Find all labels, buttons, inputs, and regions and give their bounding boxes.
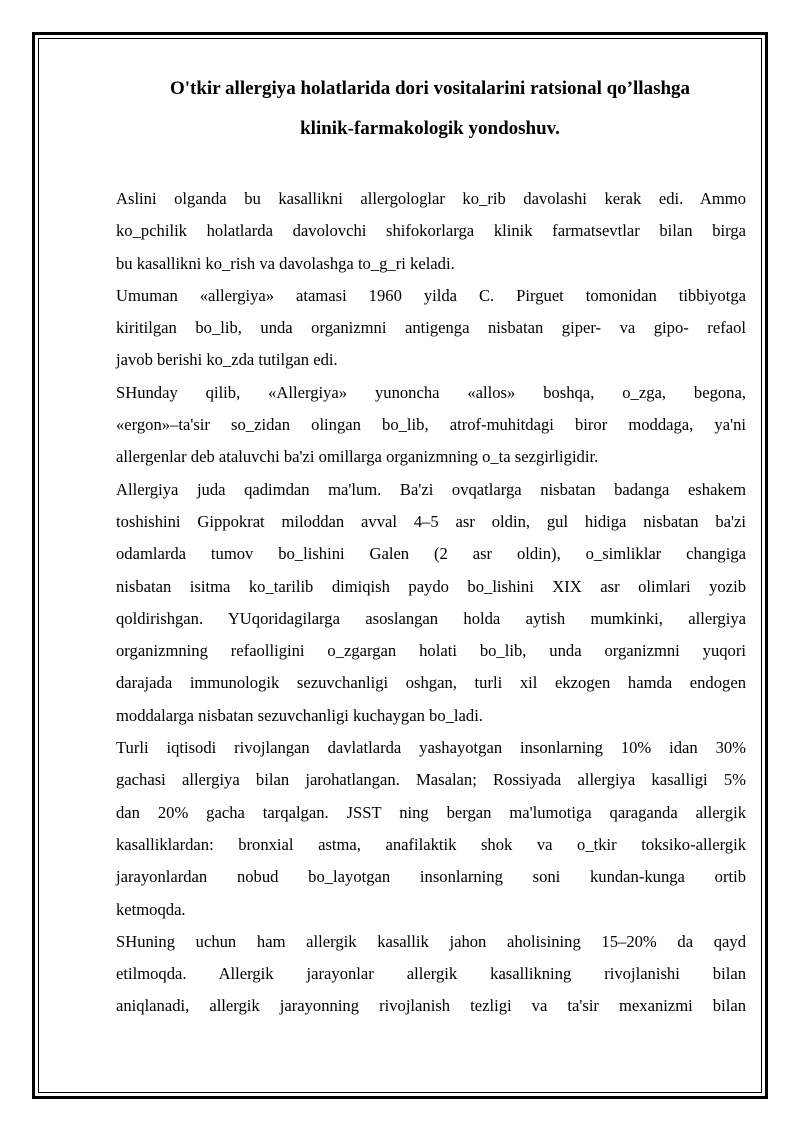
text-line: «ergon»–ta'sir so_zidan olingan bo_lib, atrof-muhitdagi biror moddaga, ya'ni bbox=[116, 415, 746, 435]
text-line: darajada immunologik sezuvchanligi oshgan, turli xil ekzogen hamda endogen bbox=[116, 673, 746, 693]
document-title-line-1: O'tkir allergiya holatlarida dori vositalarini ratsional qo’llashga bbox=[169, 78, 691, 99]
text-line: aniqlanadi, allergik jarayonning rivojlanish tezligi va ta'sir mexanizmi bilan bbox=[116, 996, 746, 1016]
text-line: kasalliklardan: bronxial astma, anafilaktik shok va o_tkir toksiko-allergik bbox=[116, 834, 746, 854]
text-line: dan 20% gacha tarqalgan. JSST ning bergan ma'lumotiga qaraganda allergik bbox=[116, 802, 746, 822]
text-line: toshishini Gippokrat miloddan avval 4–5 asr oldin, gul hidiga nisbatan ba'zi bbox=[116, 511, 746, 531]
text-line: qoldirishgan. YUqoridagilarga asoslangan holda aytish mumkinki, allergiya bbox=[116, 608, 746, 628]
text-line: organizmning refaolligini o_zgargan holati bo_lib, unda organizmni yuqori bbox=[116, 641, 746, 661]
text-line: moddalarga nisbatan sezuvchanligi kuchaygan bo_ladi. bbox=[116, 705, 483, 725]
text-line: jarayonlardan nobud bo_layotgan insonlarning soni kundan-kunga ortib bbox=[116, 867, 746, 887]
text-line: bu kasallikni ko_rish va davolashga to_g_ri keladi. bbox=[116, 253, 455, 273]
text-line: ko_pchilik holatlarda davolovchi shifokorlarga klinik farmatsevtlar bilan birga bbox=[116, 221, 746, 241]
document-title-line-2: klinik-farmakologik yondoshuv. bbox=[300, 118, 560, 139]
text-line: Allergiya juda qadimdan ma'lum. Ba'zi ovqatlarga nisbatan badanga eshakem bbox=[116, 479, 746, 499]
document-body bbox=[116, 186, 746, 1026]
text-line: SHunday qilib, «Allergiya» yunoncha «allos» boshqa, o_zga, begona, bbox=[116, 382, 746, 402]
text-line: Turli iqtisodi rivojlangan davlatlarda yashayotgan insonlarning 10% idan 30% bbox=[116, 738, 746, 758]
text-line: SHuning uchun ham allergik kasallik jahon aholisining 15–20% da qayd bbox=[116, 931, 746, 951]
text-line: javob berishi ko_zda tutilgan edi. bbox=[116, 350, 338, 370]
text-line: ketmoqda. bbox=[116, 899, 186, 919]
text-line: odamlarda tumov bo_lishini Galen (2 asr oldin), o_simliklar changiga bbox=[116, 544, 746, 564]
text-line: allergenlar deb ataluvchi ba'zi omillarga organizmning o_ta sezgirligidir. bbox=[116, 447, 599, 467]
text-line: Umuman «allergiya» atamasi 1960 yilda C. Pirguet tomonidan tibbiyotga bbox=[116, 285, 746, 305]
text-line: etilmoqda. Allergik jarayonlar allergik kasallikning rivojlanishi bilan bbox=[116, 964, 746, 984]
text-line: nisbatan isitma ko_tarilib dimiqish paydo bo_lishini XIX asr olimlari yozib bbox=[116, 576, 746, 596]
text-line: kiritilgan bo_lib, unda organizmni antigenga nisbatan giper- va gipo- refaol bbox=[116, 318, 746, 338]
text-line: gachasi allergiya bilan jarohatlangan. Masalan; Rossiyada allergiya kasalligi 5% bbox=[116, 770, 746, 790]
text-line: Aslini olganda bu kasallikni allergologlar ko_rib davolashi kerak edi. Ammo bbox=[116, 189, 746, 208]
